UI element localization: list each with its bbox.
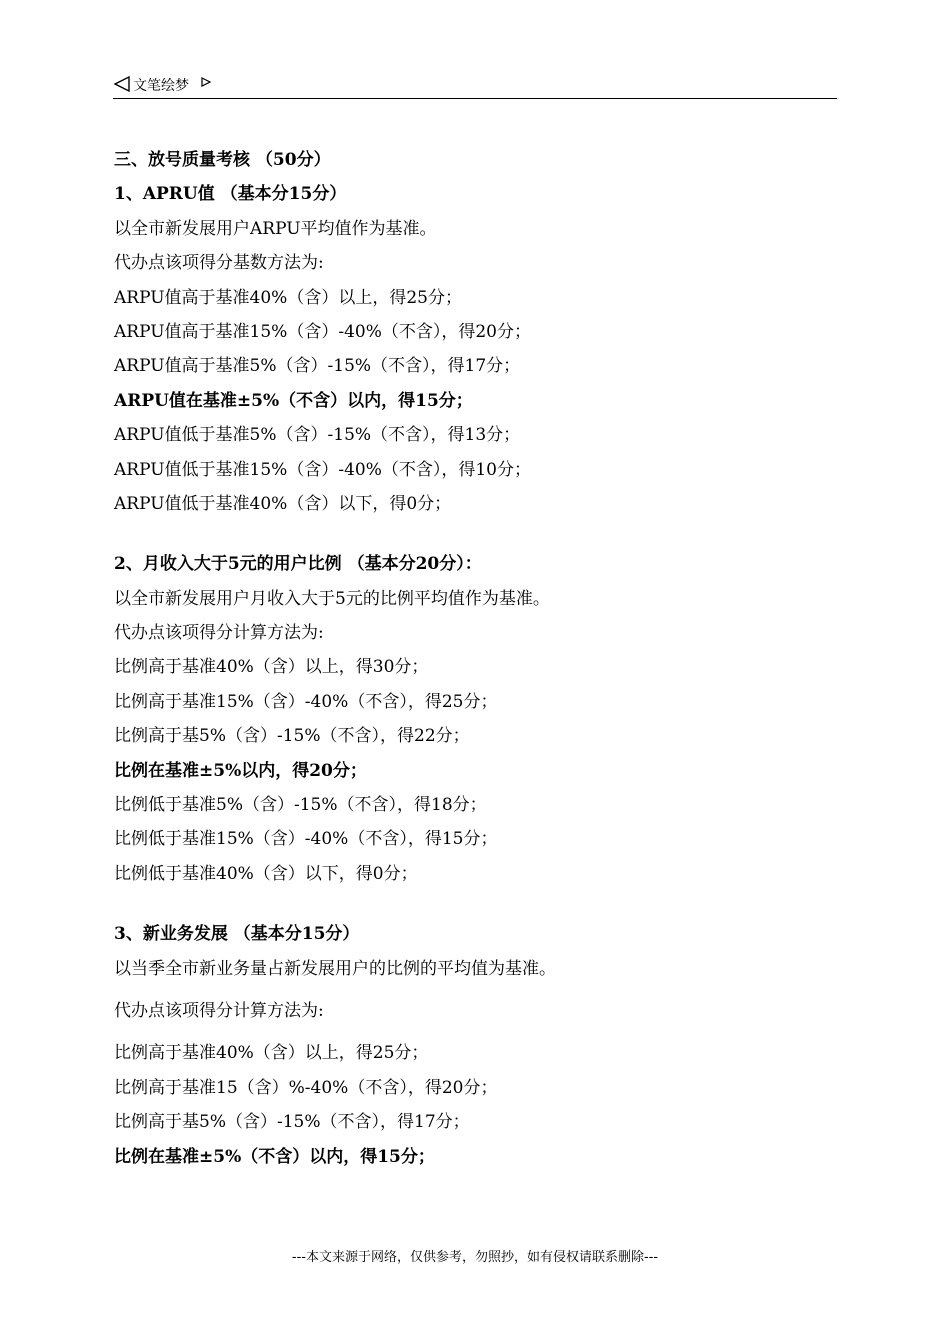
page-header <box>113 72 837 99</box>
s1-heading: 1、APRU值 （基本分15分） <box>114 184 347 205</box>
s2-line-baseline: 比例在基准±5%以内，得20分； <box>114 760 367 781</box>
s1-line: ARPU值低于基准15%（含）-40%（不含），得10分； <box>114 459 531 480</box>
s1-line: ARPU值低于基准40%（含）以下，得0分； <box>114 493 452 514</box>
s2-line: 以全市新发展用户月收入大于5元的比例平均值作为基准。 <box>114 588 550 609</box>
spacer <box>114 891 838 917</box>
spacer <box>114 1028 838 1036</box>
s1-line: 代办点该项得分基数方法为: <box>114 253 324 274</box>
s1-line-baseline: ARPU值在基准±5%（不含）以内，得15分； <box>114 390 473 411</box>
s3-line: 代办点该项得分计算方法为: <box>114 1000 324 1021</box>
s2-line: 比例高于基准15%（含）-40%（不含），得25分； <box>114 691 498 712</box>
page-footer: ---本文来源于网络，仅供参考，勿照抄，如有侵权请联系删除--- <box>291 1250 659 1265</box>
spacer <box>114 986 838 994</box>
s1-line: 以全市新发展用户ARPU平均值作为基准。 <box>114 218 437 239</box>
document-body <box>114 143 838 1174</box>
s1-line: ARPU值高于基准5%（含）-15%（不含），得17分； <box>114 356 521 377</box>
s3-heading: 3、新业务发展 （基本分15分） <box>114 924 360 945</box>
s3-line: 比例高于基准15（含）%-40%（不含），得20分； <box>114 1077 498 1098</box>
s2-line: 比例低于基准5%（含）-15%（不含），得18分； <box>114 795 487 816</box>
section-title: 三、放号质量考核 （50分） <box>114 150 331 170</box>
header-brand: 文笔绘梦 <box>133 78 189 94</box>
s2-line: 代办点该项得分计算方法为: <box>114 623 324 644</box>
spacer <box>114 521 838 547</box>
s1-line: ARPU值低于基准5%（含）-15%（不含），得13分； <box>114 425 521 446</box>
s2-line: 比例高于基5%（含）-15%（不含），得22分； <box>114 726 470 747</box>
s3-line-baseline: 比例在基准±5%（不含）以内，得15分； <box>114 1146 435 1167</box>
s3-line: 以当季全市新业务量占新发展用户的比例的平均值为基准。 <box>114 958 556 979</box>
triangle-left-icon <box>113 75 131 93</box>
s1-line: ARPU值高于基准15%（含）-40%（不含），得20分； <box>114 321 531 342</box>
s2-heading: 2、月收入大于5元的用户比例 （基本分20分）： <box>114 554 482 575</box>
triangle-right-icon <box>200 76 212 88</box>
s3-line: 比例高于基5%（含）-15%（不含），得17分； <box>114 1112 470 1133</box>
s3-line: 比例高于基准40%（含）以上，得25分； <box>114 1043 429 1064</box>
s1-line: ARPU值高于基准40%（含）以上，得25分； <box>114 287 462 308</box>
s2-line: 比例低于基准40%（含）以下，得0分； <box>114 863 418 884</box>
s2-line: 比例高于基准40%（含）以上，得30分； <box>114 657 429 678</box>
s2-line: 比例低于基准15%（含）-40%（不含），得15分； <box>114 829 498 850</box>
